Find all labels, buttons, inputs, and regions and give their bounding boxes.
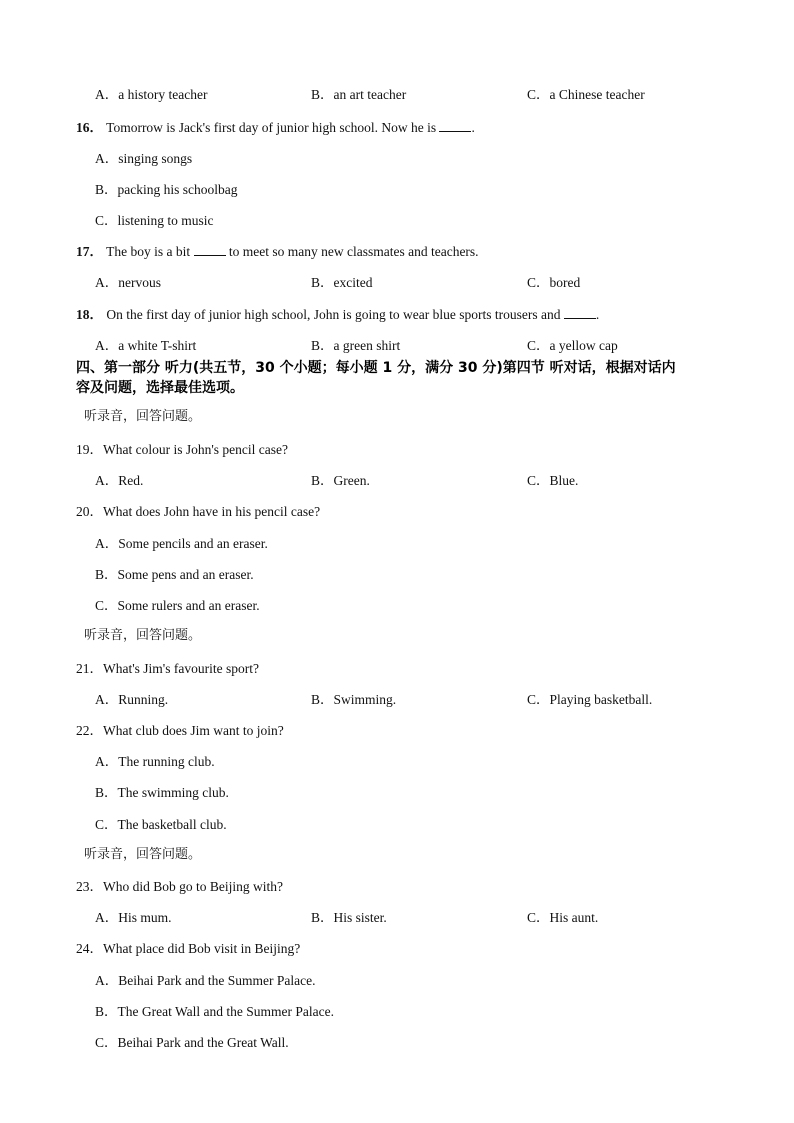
answer-blank	[439, 120, 471, 132]
question-20: 20．What does John have in his pencil case?	[76, 504, 321, 519]
question-number: 17．	[76, 244, 103, 259]
listening-instruction: 听录音，回答问题。	[84, 628, 202, 643]
question-18	[76, 303, 599, 323]
q19-option-b: B．Green.	[311, 473, 370, 488]
q24-option-b: B．The Great Wall and the Summer Palace.	[95, 1004, 334, 1019]
q23-option-c: C．His aunt.	[527, 910, 599, 925]
question-22: 22．What club does Jim want to join?	[76, 723, 284, 738]
q15-option-b: B．an art teacher	[311, 87, 407, 102]
q16-option-a: A．singing songs	[95, 151, 193, 166]
q23-option-b: B．His sister.	[311, 910, 387, 925]
question-24: 24．What place did Bob visit in Beijing?	[76, 941, 301, 956]
section-heading-line-1: 四、第一部分 听力(共五节，30 个小题；每小题 1 分，满分 30 分)第四节 听对话，根据对话内	[76, 360, 676, 376]
q21-option-b: B．Swimming.	[311, 692, 397, 707]
question-end: .	[471, 120, 475, 135]
q15-option-a: A．a history teacher	[95, 87, 208, 102]
q22-option-c: C．The basketball club.	[95, 817, 227, 832]
question-19: 19．What colour is John's pencil case?	[76, 442, 288, 457]
question-number: 16．	[76, 120, 103, 135]
listening-instruction: 听录音，回答问题。	[84, 847, 202, 862]
q22-option-b: B．The swimming club.	[95, 785, 229, 800]
q15-option-c: C．a Chinese teacher	[527, 87, 645, 102]
question-number: 18．	[76, 307, 103, 322]
q19-option-a: A．Red.	[95, 473, 144, 488]
q22-option-a: A．The running club.	[95, 754, 215, 769]
answer-blank	[564, 307, 596, 319]
q20-option-a: A．Some pencils and an eraser.	[95, 536, 268, 551]
q20-option-c: C．Some rulers and an eraser.	[95, 598, 260, 613]
section-heading	[76, 358, 756, 398]
q17-option-a: A．nervous	[95, 275, 161, 290]
q19-option-c: C．Blue.	[527, 473, 579, 488]
q21-option-a: A．Running.	[95, 692, 169, 707]
q18-option-c: C．a yellow cap	[527, 338, 618, 353]
question-16	[76, 116, 475, 136]
question-21: 21．What's Jim's favourite sport?	[76, 661, 259, 676]
question-text: Tomorrow is Jack's first day of junior high school. Now he is	[106, 120, 437, 135]
listening-instruction: 听录音，回答问题。	[84, 409, 202, 424]
question-17	[76, 240, 479, 260]
answer-blank	[194, 244, 226, 256]
q21-option-c: C．Playing basketball.	[527, 692, 653, 707]
q18-option-b: B．a green shirt	[311, 338, 401, 353]
question-23: 23．Who did Bob go to Beijing with?	[76, 879, 283, 894]
question-text: On the first day of junior high school, John is going to wear blue sports trousers and	[106, 307, 561, 322]
q24-option-c: C．Beihai Park and the Great Wall.	[95, 1035, 289, 1050]
q20-option-b: B．Some pens and an eraser.	[95, 567, 254, 582]
question-text: The boy is a bit	[106, 244, 191, 259]
q17-option-b: B．excited	[311, 275, 373, 290]
q18-option-a: A．a white T-shirt	[95, 338, 197, 353]
question-text-after: to meet so many new classmates and teachers.	[228, 244, 479, 259]
q16-option-b: B．packing his schoolbag	[95, 182, 238, 197]
question-end: .	[595, 307, 600, 322]
q17-option-c: C．bored	[527, 275, 581, 290]
q24-option-a: A．Beihai Park and the Summer Palace.	[95, 973, 316, 988]
q16-option-c: C．listening to music	[95, 213, 214, 228]
q23-option-a: A．His mum.	[95, 910, 172, 925]
section-heading-line-2: 容及问题，选择最佳选项。	[76, 380, 244, 396]
